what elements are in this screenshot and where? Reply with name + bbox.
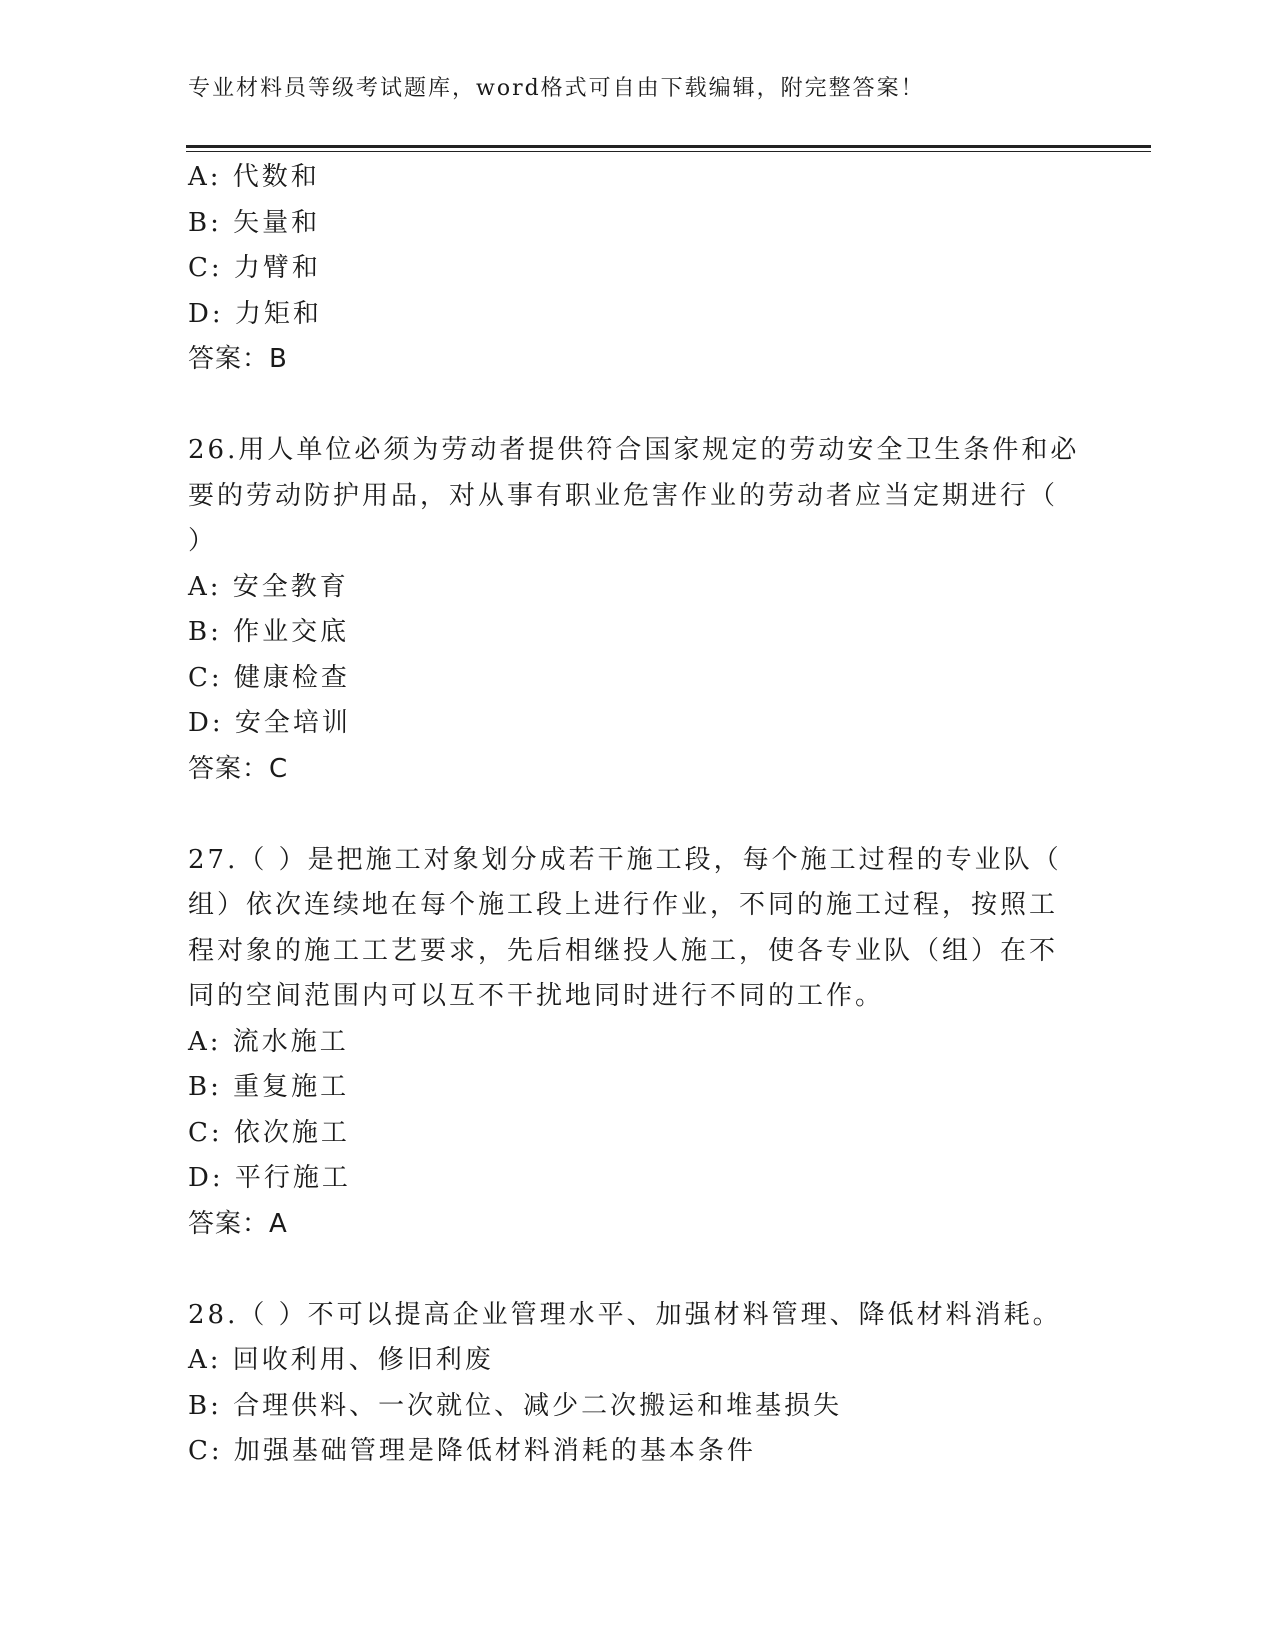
question-text: 26.用人单位必须为劳动者提供符合国家规定的劳动安全卫生条件和必 bbox=[188, 435, 1080, 465]
page-header: 专业材料员等级考试题库，word格式可自由下载编辑，附完整答案！ bbox=[188, 76, 925, 101]
spacer bbox=[188, 792, 1068, 838]
spacer bbox=[188, 383, 1068, 429]
question-text: ） bbox=[188, 526, 218, 556]
question-text: 同的空间范围内可以互不干扰地同时进行不同的工作。 bbox=[188, 981, 885, 1011]
question-28 bbox=[188, 1293, 1068, 1475]
question-text: 程对象的施工工艺要求，先后相继投人施工，使各专业队（组）在不 bbox=[188, 935, 1059, 966]
header-rule-thick bbox=[186, 145, 1151, 148]
option-a: A: 安全教育 bbox=[188, 571, 349, 602]
question-25 bbox=[188, 155, 1068, 383]
answer: 答案：B bbox=[188, 344, 288, 374]
option-b: B: 重复施工 bbox=[188, 1072, 350, 1102]
spacer bbox=[188, 1247, 1068, 1293]
question-26 bbox=[188, 428, 1080, 792]
answer: 答案：C bbox=[188, 753, 289, 784]
option-a: A: 回收利用、修旧利废 bbox=[188, 1345, 494, 1375]
question-text: 27.（ ）是把施工对象划分成若干施工段，每个施工过程的专业队（ bbox=[188, 844, 1062, 875]
option-b: B: 合理供料、一次就位、减少二次搬运和堆基损失 bbox=[188, 1390, 843, 1421]
option-b: B: 作业交底 bbox=[188, 617, 350, 647]
question-text: 组）依次连续地在每个施工段上进行作业，不同的施工过程，按照工 bbox=[188, 890, 1059, 920]
question-text: 要的劳动防护用品，对从事有职业危害作业的劳动者应当定期进行（ bbox=[188, 480, 1059, 511]
header-rule-thin bbox=[186, 151, 1151, 152]
question-27 bbox=[188, 838, 1068, 1248]
option-a: A: 代数和 bbox=[188, 162, 320, 192]
option-d: D: 力矩和 bbox=[188, 298, 322, 329]
question-text: 28.（ ）不可以提高企业管理水平、加强材料管理、降低材料消耗。 bbox=[188, 1299, 1062, 1330]
option-d: D: 安全培训 bbox=[188, 708, 351, 738]
option-c: C: 加强基础管理是降低材料消耗的基本条件 bbox=[188, 1436, 756, 1466]
option-b: B: 矢量和 bbox=[188, 207, 321, 238]
option-c: C: 力臂和 bbox=[188, 253, 321, 283]
option-c: C: 依次施工 bbox=[188, 1117, 350, 1148]
option-c: C: 健康检查 bbox=[188, 662, 350, 693]
answer: 答案：A bbox=[188, 1208, 288, 1239]
option-d: D: 平行施工 bbox=[188, 1163, 351, 1193]
question-content bbox=[188, 155, 1080, 1475]
option-a: A: 流水施工 bbox=[188, 1026, 349, 1057]
